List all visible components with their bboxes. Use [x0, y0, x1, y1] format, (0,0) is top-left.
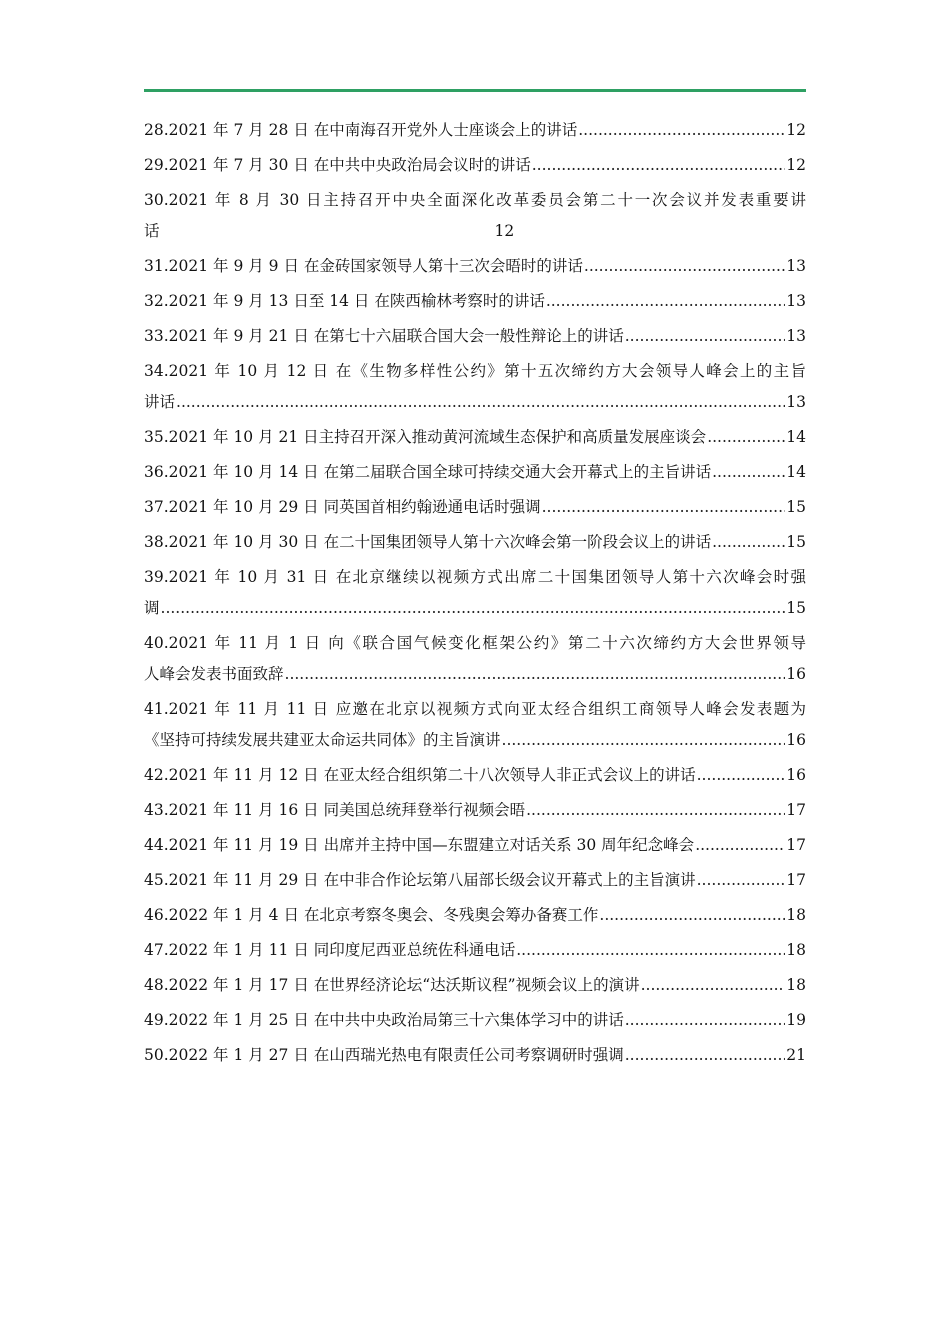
toc-entry[interactable]: [144, 356, 806, 418]
toc-entry-title: 36.2021 年 10 月 14 日 在第二届联合国全球可持续交通大会开幕式上的主旨讲话: [144, 463, 712, 481]
table-of-contents: [144, 115, 806, 1075]
toc-entry[interactable]: [144, 1040, 806, 1075]
toc-entry[interactable]: [144, 694, 806, 756]
toc-entry[interactable]: [144, 492, 806, 527]
toc-entry-title: 34.2021 年 10 月 12 日 在《生物多样性公约》第十五次缔约方大会领导人峰会上的主旨: [144, 362, 806, 380]
toc-entry[interactable]: [144, 830, 806, 865]
toc-leader: [712, 527, 785, 558]
toc-entry[interactable]: [144, 321, 806, 356]
toc-entry-title-continued: 调: [144, 599, 160, 617]
toc-leader: [584, 251, 785, 282]
toc-entry[interactable]: [144, 150, 806, 185]
toc-page-number: 16: [786, 665, 806, 683]
toc-entry-title: 41.2021 年 11 月 11 日 应邀在北京以视频方式向亚太经合组织工商领导人峰会发表题为: [144, 700, 806, 718]
toc-leader: [625, 1005, 786, 1036]
toc-entry[interactable]: [144, 1005, 806, 1040]
toc-entry-title-continued: 话: [144, 222, 160, 240]
toc-page-number: 13: [786, 327, 806, 345]
toc-entry-title: 38.2021 年 10 月 30 日 在二十国集团领导人第十六次峰会第一阶段会议上的讲话: [144, 533, 712, 551]
toc-page-number: 18: [786, 906, 806, 924]
toc-page-number: 13: [786, 393, 806, 411]
toc-entry[interactable]: [144, 185, 806, 247]
toc-page-number: 16: [786, 766, 806, 784]
toc-entry-title: 29.2021 年 7 月 30 日 在中共中央政治局会议时的讲话: [144, 156, 531, 174]
toc-leader: [502, 725, 786, 756]
toc-page-number: 12: [786, 121, 806, 139]
toc-entry-title: 28.2021 年 7 月 28 日 在中南海召开党外人士座谈会上的讲话: [144, 121, 578, 139]
toc-leader: [695, 830, 785, 861]
toc-page-number: 17: [786, 836, 806, 854]
toc-page-number: 12: [494, 222, 515, 240]
toc-entry[interactable]: [144, 251, 806, 286]
toc-page-number: 15: [786, 599, 806, 617]
toc-leader: [641, 970, 786, 1001]
toc-entry[interactable]: [144, 422, 806, 457]
toc-entry-title: 48.2022 年 1 月 17 日 在世界经济论坛“达沃斯议程”视频会议上的演讲: [144, 976, 640, 994]
toc-page-number: 16: [786, 731, 806, 749]
toc-entry-title: 37.2021 年 10 月 29 日 同英国首相约翰逊通电话时强调: [144, 498, 541, 516]
toc-entry-title: 50.2022 年 1 月 27 日 在山西瑞光热电有限责任公司考察调研时强调: [144, 1046, 624, 1064]
toc-entry[interactable]: [144, 115, 806, 150]
toc-leader: [285, 659, 786, 690]
toc-entry-title: 43.2021 年 11 月 16 日 同美国总统拜登举行视频会晤: [144, 801, 526, 819]
toc-leader: [578, 115, 785, 146]
toc-entry-title-continued: 《坚持可持续发展共建亚太命运共同体》的主旨演讲: [144, 731, 501, 749]
toc-entry-title: 32.2021 年 9 月 13 日至 14 日 在陕西榆林考察时的讲话: [144, 292, 545, 310]
toc-entry-title: 35.2021 年 10 月 21 日主持召开深入推动黄河流域生态保护和高质量发展座谈会: [144, 428, 707, 446]
toc-entry[interactable]: [144, 795, 806, 830]
toc-entry-title: 45.2021 年 11 月 29 日 在中非合作论坛第八届部长级会议开幕式上的主旨演讲: [144, 871, 696, 889]
toc-leader: [546, 286, 785, 317]
toc-page-number: 17: [786, 801, 806, 819]
toc-page-number: 13: [786, 292, 806, 310]
toc-entry[interactable]: [144, 865, 806, 900]
toc-entry[interactable]: [144, 562, 806, 624]
toc-leader: [697, 865, 786, 896]
toc-leader: [712, 457, 785, 488]
toc-leader: [542, 492, 786, 523]
toc-entry-title: 44.2021 年 11 月 19 日 出席并主持中国—东盟建立对话关系 30 周年纪念峰会: [144, 836, 695, 854]
toc-page-number: 21: [786, 1046, 806, 1064]
toc-entry-title: 30.2021 年 8 月 30 日主持召开中央全面深化改革委员会第二十一次会议并发表重要讲: [144, 191, 806, 209]
toc-entry[interactable]: [144, 760, 806, 795]
toc-entry-title: 42.2021 年 11 月 12 日 在亚太经合组织第二十八次领导人非正式会议上的讲话: [144, 766, 696, 784]
toc-page-number: 15: [786, 533, 806, 551]
toc-entry[interactable]: [144, 286, 806, 321]
toc-entry-title-continued: 人峰会发表书面致辞: [144, 665, 284, 683]
toc-page-number: 19: [786, 1011, 806, 1029]
toc-page-number: 18: [786, 976, 806, 994]
toc-page-number: 13: [786, 257, 806, 275]
toc-page-number: 15: [786, 498, 806, 516]
toc-entry-title: 33.2021 年 9 月 21 日 在第七十六届联合国大会一般性辩论上的讲话: [144, 327, 624, 345]
toc-entry[interactable]: [144, 527, 806, 562]
toc-leader: [516, 935, 785, 966]
toc-entry-title: 49.2022 年 1 月 25 日 在中共中央政治局第三十六集体学习中的讲话: [144, 1011, 624, 1029]
toc-leader: [161, 593, 786, 624]
toc-page-number: 14: [786, 463, 806, 481]
toc-leader: [697, 760, 786, 791]
toc-leader: [625, 321, 786, 352]
header-rule: [144, 89, 806, 92]
toc-leader: [625, 1040, 786, 1071]
toc-entry-title: 40.2021 年 11 月 1 日 向《联合国气候变化框架公约》第二十六次缔约方大会世界领导: [144, 634, 806, 652]
toc-entry-title: 47.2022 年 1 月 11 日 同印度尼西亚总统佐科通电话: [144, 941, 516, 959]
toc-entry[interactable]: [144, 900, 806, 935]
toc-entry-title: 31.2021 年 9 月 9 日 在金砖国家领导人第十三次会晤时的讲话: [144, 257, 583, 275]
toc-entry[interactable]: [144, 457, 806, 492]
toc-page-number: 14: [786, 428, 806, 446]
toc-leader: [532, 150, 786, 181]
toc-entry[interactable]: [144, 970, 806, 1005]
toc-entry-title-continued: 讲话: [144, 393, 176, 411]
toc-leader: [526, 795, 785, 826]
toc-leader: [176, 387, 785, 418]
toc-leader: [707, 422, 785, 453]
toc-leader: [599, 900, 785, 931]
toc-entry-title: 46.2022 年 1 月 4 日 在北京考察冬奥会、冬残奥会筹办备赛工作: [144, 906, 599, 924]
toc-page-number: 17: [786, 871, 806, 889]
toc-entry-title: 39.2021 年 10 月 31 日 在北京继续以视频方式出席二十国集团领导人第十六次峰会时强: [144, 568, 806, 586]
toc-entry[interactable]: [144, 628, 806, 690]
toc-page-number: 18: [786, 941, 806, 959]
toc-page-number: 12: [786, 156, 806, 174]
toc-entry[interactable]: [144, 935, 806, 970]
